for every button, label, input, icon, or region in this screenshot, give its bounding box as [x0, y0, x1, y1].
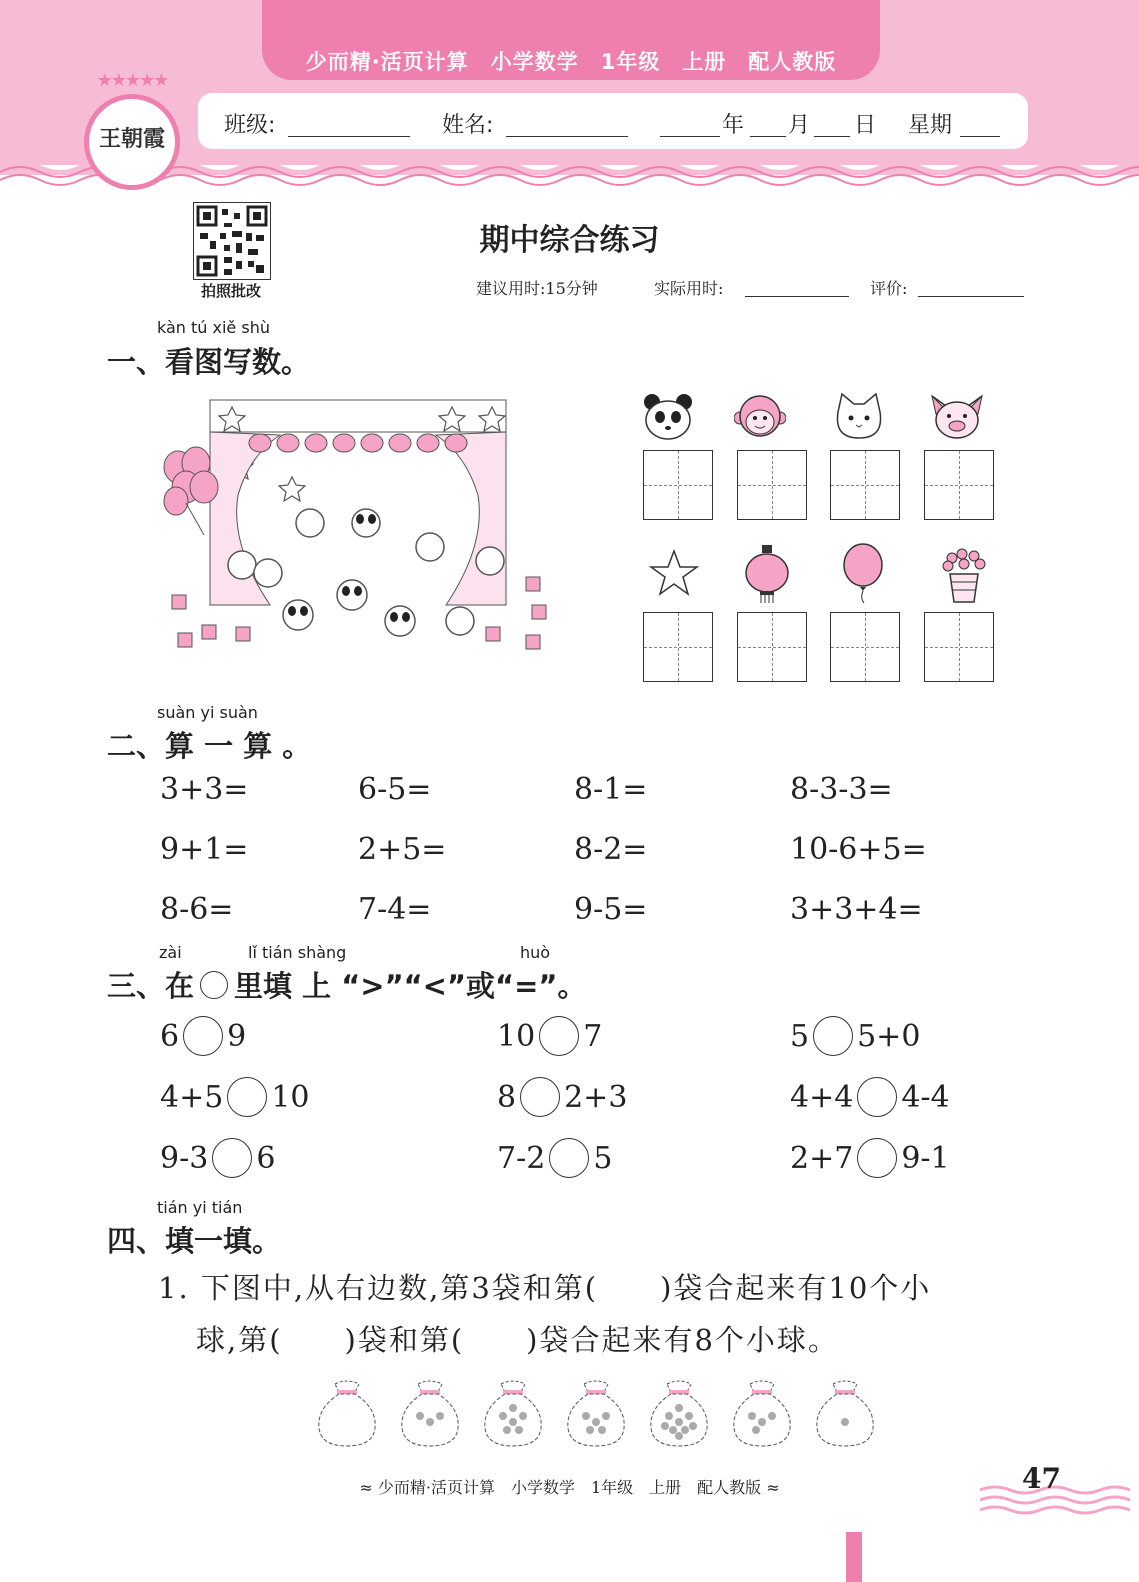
- answer-box-monkey[interactable]: [737, 450, 807, 520]
- calc-item: 3+3=: [160, 772, 249, 807]
- compare-item: 5 5+0: [790, 1016, 920, 1056]
- section1-pinyin: kàn tú xiě shù: [157, 318, 270, 337]
- ball-bag: [817, 1381, 873, 1446]
- compare-circle[interactable]: [813, 1016, 853, 1056]
- ball: [758, 1418, 766, 1426]
- ball: [675, 1432, 683, 1440]
- answer-box-balloon[interactable]: [830, 612, 900, 682]
- calc-item: 10-6+5=: [790, 832, 927, 867]
- answer-box-star[interactable]: [643, 612, 713, 682]
- class-field[interactable]: [288, 110, 410, 137]
- balloon-icon: [842, 543, 884, 605]
- monkey-icon: [734, 392, 786, 442]
- day-field[interactable]: [814, 110, 850, 137]
- ball-bag: [651, 1381, 707, 1446]
- ball-bag: [734, 1381, 790, 1446]
- page-title: 期中综合练习: [479, 223, 660, 258]
- ball: [503, 1426, 511, 1434]
- evaluation-label: 评价:: [870, 279, 908, 298]
- calc-item: 8-1=: [574, 772, 648, 807]
- page-tab-marker: [846, 1532, 862, 1582]
- ball: [681, 1426, 689, 1434]
- compare-item: 9-3 6: [160, 1138, 275, 1178]
- ball: [586, 1426, 594, 1434]
- compare-item: 10 7: [497, 1016, 602, 1056]
- calc-item: 3+3+4=: [790, 892, 923, 927]
- ball: [416, 1412, 424, 1420]
- ball: [665, 1412, 673, 1420]
- ball: [669, 1426, 677, 1434]
- cat-icon: [832, 392, 886, 442]
- ball: [436, 1412, 444, 1420]
- answer-box-pig[interactable]: [924, 450, 994, 520]
- ball: [602, 1412, 610, 1420]
- compare-circle[interactable]: [227, 1077, 267, 1117]
- calc-item: 9+1=: [160, 832, 249, 867]
- ball: [661, 1422, 669, 1430]
- ball: [768, 1412, 776, 1420]
- ball: [675, 1404, 683, 1412]
- answer-box-panda[interactable]: [643, 450, 713, 520]
- ball: [841, 1418, 849, 1426]
- panda-icon: [642, 392, 694, 442]
- calc-item: 6-5=: [358, 772, 432, 807]
- footer-text: ≈ 少而精·活页计算 小学数学 1年级 上册 配人教版 ≈: [359, 1478, 780, 1497]
- ball: [426, 1418, 434, 1426]
- ball-bag: [568, 1381, 624, 1446]
- day-label: 日: [854, 113, 877, 138]
- section3-pinyin-huo: huò: [520, 943, 551, 962]
- section4-heading: 四、填一填。: [107, 1224, 282, 1258]
- section3-pinyin-zai: zài: [159, 943, 182, 962]
- name-field[interactable]: [506, 110, 628, 137]
- logo-stars: ★★★★★: [96, 70, 168, 91]
- calc-item: 8-6=: [160, 892, 234, 927]
- compare-circle[interactable]: [520, 1077, 560, 1117]
- week-label: 星期: [908, 113, 953, 138]
- ball: [752, 1426, 760, 1434]
- calc-item: 2+5=: [358, 832, 447, 867]
- ball: [675, 1418, 683, 1426]
- ball: [748, 1412, 756, 1420]
- compare-circle[interactable]: [183, 1016, 223, 1056]
- question-line-1: 1. 下图中,从右边数,第3袋和第( )袋合起来有10个小: [158, 1271, 932, 1305]
- ball: [582, 1412, 590, 1420]
- flower-pot-icon: [940, 548, 988, 606]
- ball-bag: [319, 1381, 375, 1446]
- pig-icon: [926, 392, 988, 442]
- section3-heading-start: 三、在: [107, 969, 195, 1003]
- calc-item: 7-4=: [358, 892, 432, 927]
- evaluation-field[interactable]: [918, 274, 1024, 297]
- section3-heading-end: 里填 上 “>”“<”或“=”。: [234, 969, 587, 1003]
- compare-circle[interactable]: [857, 1138, 897, 1178]
- compare-circle[interactable]: [549, 1138, 589, 1178]
- circle-icon: [200, 971, 228, 999]
- year-label: 年: [722, 113, 745, 138]
- ball: [509, 1418, 517, 1426]
- compare-item: 4+4 4-4: [790, 1077, 950, 1117]
- qr-label: 拍照批改: [200, 282, 261, 300]
- actual-time-label: 实际用时:: [654, 279, 724, 298]
- ball: [685, 1412, 693, 1420]
- ball: [689, 1422, 697, 1430]
- section3-pinyin-li: lǐ tián shàng: [248, 943, 347, 962]
- ball: [509, 1404, 517, 1412]
- compare-item: 6 9: [160, 1016, 246, 1056]
- year-field[interactable]: [660, 110, 720, 137]
- month-label: 月: [788, 113, 811, 138]
- star-icon: [648, 548, 700, 598]
- compare-item: 7-2 5: [497, 1138, 612, 1178]
- section4-pinyin: tián yi tián: [157, 1198, 243, 1217]
- compare-circle[interactable]: [539, 1016, 579, 1056]
- class-label: 班级:: [224, 113, 276, 138]
- calc-item: 8-3-3=: [790, 772, 893, 807]
- ball: [598, 1426, 606, 1434]
- ball: [499, 1412, 507, 1420]
- suggested-time: 建议用时:15分钟: [476, 279, 598, 298]
- answer-box-flower[interactable]: [924, 612, 994, 682]
- question-line-2: 球,第( )袋和第( )袋合起来有8个小球。: [196, 1323, 839, 1357]
- week-field[interactable]: [960, 110, 1000, 137]
- section1-heading: 一、看图写数。: [107, 345, 311, 379]
- actual-time-field[interactable]: [745, 274, 849, 297]
- answer-box-cat[interactable]: [830, 450, 900, 520]
- ball: [519, 1412, 527, 1420]
- answer-box-lantern[interactable]: [737, 612, 807, 682]
- page-number: 47: [1022, 1462, 1061, 1495]
- section2-heading: 二、算 一 算 。: [107, 729, 312, 763]
- ball: [592, 1418, 600, 1426]
- ball: [515, 1426, 523, 1434]
- section2-pinyin: suàn yi suàn: [157, 703, 258, 722]
- calc-item: 9-5=: [574, 892, 648, 927]
- compare-circle[interactable]: [857, 1077, 897, 1117]
- ball-bags: [315, 1378, 900, 1448]
- brand-name: 王朝霞: [98, 126, 165, 152]
- compare-item: 2+7 9-1: [790, 1138, 950, 1178]
- page-header: [0, 0, 1139, 190]
- series-title: 少而精·活页计算 小学数学 1年级 上册 配人教版: [305, 50, 837, 74]
- calc-item: 8-2=: [574, 832, 648, 867]
- compare-item: 4+5 10: [160, 1077, 310, 1117]
- ball-bag: [485, 1381, 541, 1446]
- compare-circle[interactable]: [212, 1138, 252, 1178]
- ball-bag: [402, 1381, 458, 1446]
- compare-item: 8 2+3: [497, 1077, 627, 1117]
- lantern-icon: [744, 543, 790, 605]
- name-label: 姓名:: [442, 113, 494, 138]
- month-field[interactable]: [750, 110, 786, 137]
- stage-illustration: [160, 395, 560, 675]
- section3-heading: [107, 964, 586, 1005]
